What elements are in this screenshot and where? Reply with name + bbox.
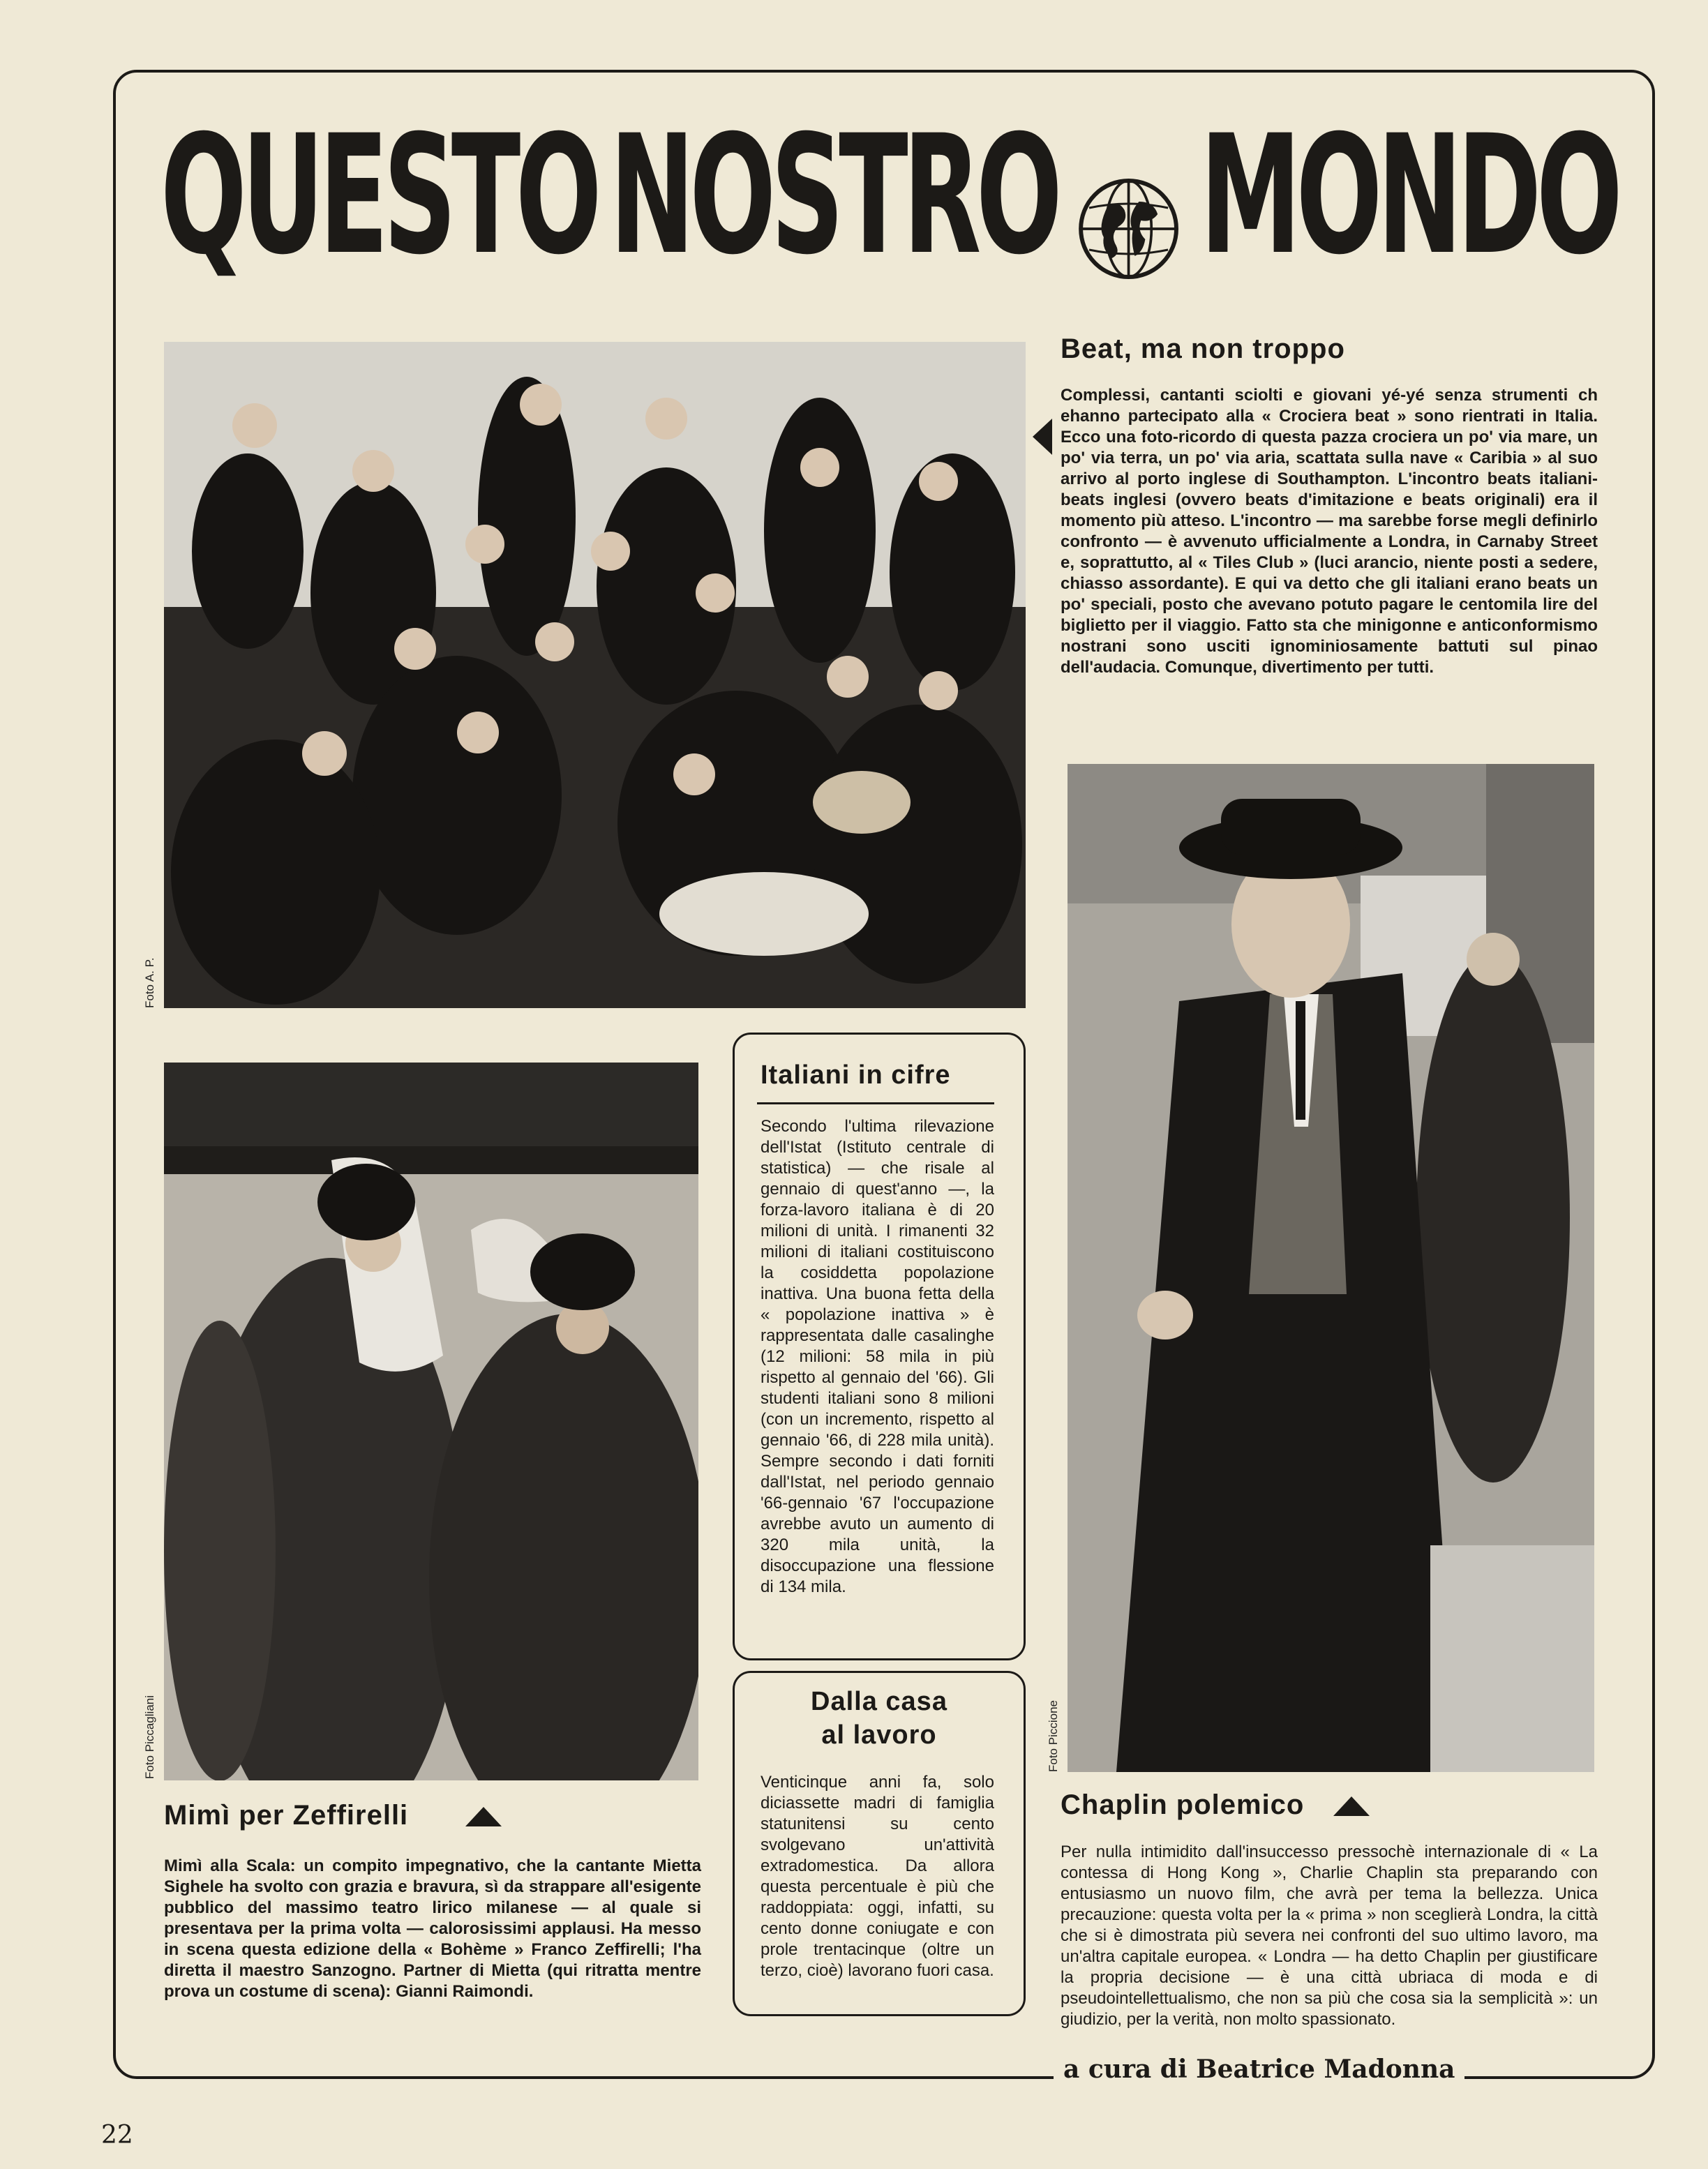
casa-text: Venticinque anni fa, solo diciassette madri di famiglia statunitensi su cento svolgevano un'attività extradomestica. Da allora questa percentuale è più che raddoppiata: oggi, infatti, su cento donne coniugate e con prole trentacinque (oltre un terzo, cioè) lavorano fuori casa.: [761, 1773, 994, 1980]
pointer-up-icon: [1333, 1796, 1370, 1816]
chaplin-title: [1061, 1789, 1370, 1821]
chaplin-title-text: Chaplin polemico: [1061, 1789, 1305, 1820]
masthead-word-2: NOSTRO: [609, 100, 1058, 291]
chaplin-text: Per nulla intimidito dall'insuccesso pressochè internazionale di « La contessa di Hong Kong », Charlie Chaplin sta preparando con entusiasmo un nuovo film, che avrà per tema la bellezza. Unica precauzione: questa volta per la « prima » non sceglierà Londra, la città che si è dimostrata più severa nei confronti del suo ultimo lavoro, ma un'altra capitale europea. « Londra — ha detto Chaplin per giustificare la propria decisione — è una città ubriaca di moda e di pseudointellettualismo, che non sa più che cosa sia la semplicità »: un giudizio, per la verità, non molto spassionato.: [1061, 1842, 1598, 2029]
globe-icon: [1077, 143, 1181, 248]
chaplin-photo-credit: Foto Piccione: [1047, 1700, 1060, 1772]
mimi-photo-credit: Foto Piccagliani: [143, 1695, 156, 1779]
masthead-word-3: MONDO: [1199, 100, 1618, 291]
cifre-text: Secondo l'ultima rilevazione dell'Istat (Istituto centrale di statistica) — che risale al gennaio di quest'anno —, la forza-lavoro italiana è di 20 milioni di unità. I rimanenti 32 milioni di italiani costituiscono la cosiddetta popolazione inattiva. Una buona fetta della « popolazione inattiva » è rappresentata dalle casalinghe (12 milioni: 58 mila in più rispetto al gennaio del '66). Gli studenti italiani sono 8 milioni (con un incremento, rispetto al gennaio '66, di 228 mila unità). Sempre secondo i dati forniti dall'Istat, nel periodo gennaio '66-gennaio '67 l'occupazione avrebbe avuto un aumento di 320 mila unità, la disoccupazione una flessione di 134 mila.: [761, 1117, 994, 1596]
chaplin-photo: [1068, 764, 1594, 1772]
pointer-up-icon: [465, 1807, 502, 1826]
byline: a cura di Beatrice Madonna: [1054, 2055, 1464, 2084]
masthead-word-1: QUESTO: [160, 100, 597, 291]
pointer-left-icon: [1033, 419, 1052, 455]
page-number: 22: [101, 2121, 133, 2149]
masthead: [160, 100, 1618, 291]
cifre-rule: [757, 1102, 994, 1104]
mimi-photo: [164, 1063, 698, 1780]
beat-photo-credit: Foto A. P.: [143, 957, 156, 1008]
mimi-title-text: Mimì per Zeffirelli: [164, 1800, 409, 1831]
beat-photo: [164, 342, 1026, 1008]
beat-text: Complessi, cantanti sciolti e giovani yé-yé senza strumenti ch ehanno partecipato alla « Crociera beat » sono rientrati in Italia. Ecco una foto-ricordo di questa pazza crociera un po' via mare, un po' via terra, un po' via aria, scattata sulla nave « Caribia » al suo arrivo al porto inglese di Southampton. L'incontro beats italiani-beats inglesi (ovvero beats d'imitazione e beats originali) era il momento più atteso. L'incontro — ma sarebbe forse megli definirlo confronto — è avvenuto ufficialmente a Londra, in Carnaby Street e, soprattutto, al « Tiles Club » (luci arancio, niente posti a sedere, chiasso assordante). E qui va detto che gli italiani erano beats un po' speciali, posto che avevano potuto pagare le centomila lire del biglietto per il viaggio. Fatto sta che minigonne e anticonformismo nostrani sono usciti ignominiosamente battuti sul pinao dell'audacia. Comunque, divertimento per tutti.: [1061, 386, 1598, 677]
casa-title: [733, 1685, 1026, 1752]
casa-title-line2: al lavoro: [821, 1720, 937, 1750]
casa-title-line1: Dalla casa: [811, 1687, 947, 1716]
mimi-text: Mimì alla Scala: un compito impegnativo, che la cantante Mietta Sighele ha svolto con grazia e bravura, sì da strappare all'esigente pubblico del massimo teatro lirico milanese — al quale si presentava per la prima volta — calorosissimi applausi. Ha messo in scena questa edizione della « Bohème » Franco Zeffirelli; l'ha diretta il maestro Sanzogno. Partner di Mietta (qui ritratta mentre prova un costume di scena): Gianni Raimondi.: [164, 1856, 701, 2001]
cifre-title: Italiani in cifre: [761, 1060, 951, 1090]
mimi-title: [164, 1800, 502, 1831]
beat-title: Beat, ma non troppo: [1061, 333, 1345, 364]
